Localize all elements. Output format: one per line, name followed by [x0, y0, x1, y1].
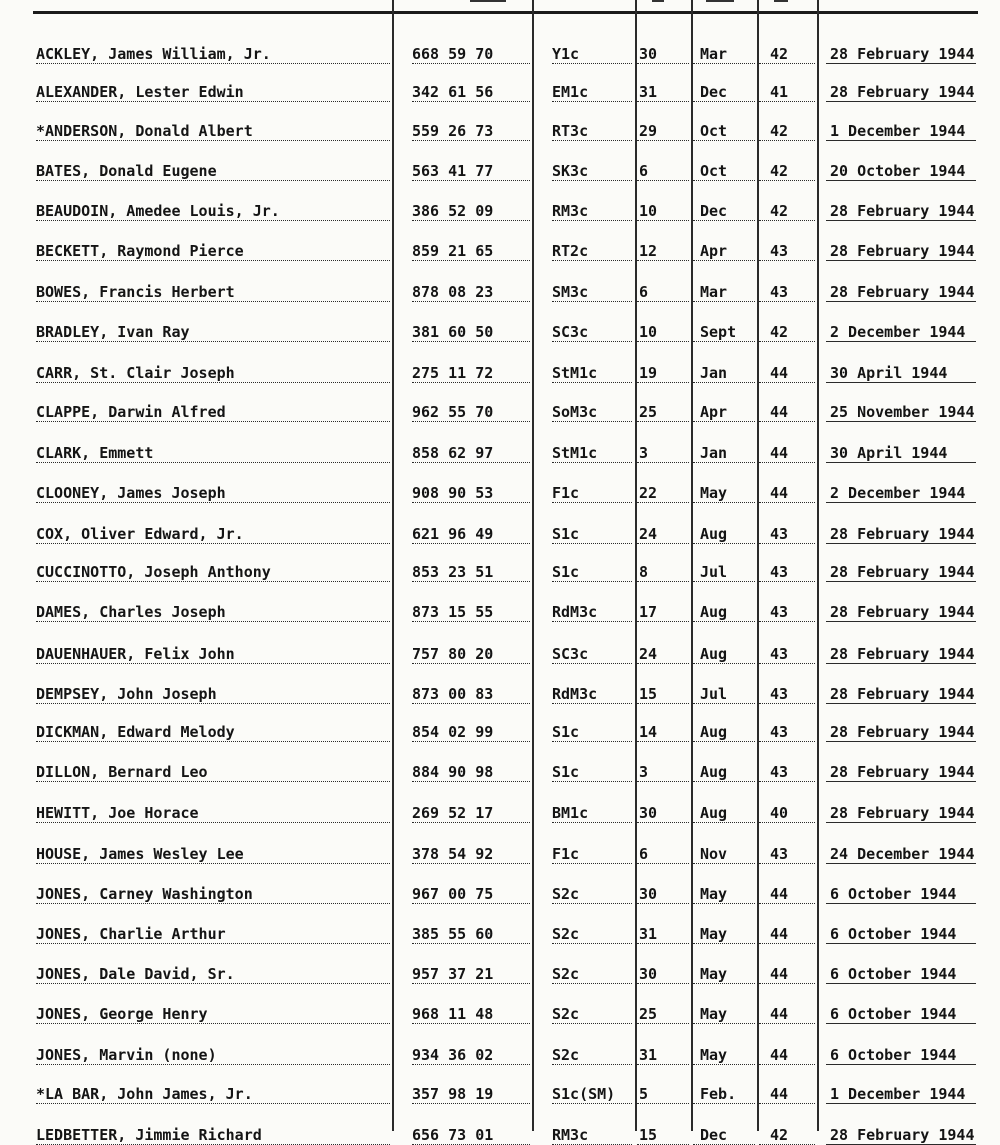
cell-name: CLAPPE, Darwin Alfred	[36, 403, 226, 421]
cell-date: 6 October 1944	[830, 1005, 957, 1023]
table-row	[0, 542, 1000, 582]
cell-name: CLOONEY, James Joseph	[36, 484, 226, 502]
leader-line	[36, 1023, 390, 1024]
cell-year: 43	[770, 645, 789, 663]
leader-line	[36, 421, 390, 422]
cell-rate: F1c	[552, 484, 580, 502]
cell-month: Aug	[700, 723, 728, 741]
cell-day: 31	[639, 83, 658, 101]
table-row	[0, 664, 1000, 704]
cell-date: 28 February 1944	[830, 202, 975, 220]
cell-day: 15	[639, 685, 658, 703]
leader-line	[693, 621, 755, 622]
leader-line	[412, 781, 530, 782]
cell-service-number: 967 00 75	[412, 885, 494, 903]
table-row	[0, 582, 1000, 622]
cell-month: Oct	[700, 122, 728, 140]
cell-service-number: 269 52 17	[412, 804, 494, 822]
cell-rate: SoM3c	[552, 403, 598, 421]
table-row	[0, 944, 1000, 984]
cell-day: 15	[639, 1126, 658, 1144]
leader-line	[412, 621, 530, 622]
cell-date: 28 February 1944	[830, 45, 975, 63]
cell-service-number: 381 60 50	[412, 323, 494, 341]
leader-line	[637, 621, 689, 622]
cell-date: 2 December 1944	[830, 323, 966, 341]
leader-line	[637, 260, 689, 261]
cell-year: 42	[770, 202, 789, 220]
cell-rate: S2c	[552, 965, 580, 983]
cell-rate: StM1c	[552, 444, 598, 462]
cell-year: 43	[770, 685, 789, 703]
cell-month: Feb.	[700, 1085, 737, 1103]
cell-service-number: 656 73 01	[412, 1126, 494, 1144]
cell-name: BOWES, Francis Herbert	[36, 283, 235, 301]
cell-year: 43	[770, 763, 789, 781]
table-row	[0, 1105, 1000, 1145]
leader-line	[637, 781, 689, 782]
cell-service-number: 357 98 19	[412, 1085, 494, 1103]
cell-month: Oct	[700, 162, 728, 180]
cell-year: 43	[770, 563, 789, 581]
cell-day: 25	[639, 1005, 658, 1023]
leader-line	[759, 822, 815, 823]
cell-rate: S1c(SM)	[552, 1085, 616, 1103]
cell-name: BECKETT, Raymond Pierce	[36, 242, 244, 260]
cell-day: 25	[639, 403, 658, 421]
cell-date: 24 December 1944	[830, 845, 975, 863]
leader-line	[759, 341, 815, 342]
leader-line	[412, 421, 530, 422]
leader-line	[36, 822, 390, 823]
cell-month: Aug	[700, 603, 728, 621]
table-row	[0, 624, 1000, 664]
leader-line	[412, 260, 530, 261]
leader-line	[693, 341, 755, 342]
leader-line	[552, 502, 632, 503]
cell-date: 28 February 1944	[830, 525, 975, 543]
table-row	[0, 783, 1000, 823]
leader-line	[826, 502, 976, 503]
cell-date: 30 April 1944	[830, 444, 948, 462]
leader-line	[826, 260, 976, 261]
cell-name: HEWITT, Joe Horace	[36, 804, 199, 822]
cell-date: 25 November 1944	[830, 403, 975, 421]
table-row	[0, 302, 1000, 342]
cell-day: 17	[639, 603, 658, 621]
cell-rate: S1c	[552, 525, 580, 543]
leader-line	[36, 621, 390, 622]
table-row	[0, 984, 1000, 1024]
cell-name: JONES, Marvin (none)	[36, 1046, 217, 1064]
cell-month: Jan	[700, 364, 728, 382]
table-row	[0, 1025, 1000, 1065]
cell-service-number: 957 37 21	[412, 965, 494, 983]
table-row	[0, 824, 1000, 864]
header-fragment	[706, 0, 734, 2]
cell-service-number: 962 55 70	[412, 403, 494, 421]
cell-year: 44	[770, 925, 789, 943]
cell-rate: S1c	[552, 763, 580, 781]
cell-service-number: 559 26 73	[412, 122, 494, 140]
cell-day: 30	[639, 804, 658, 822]
leader-line	[552, 260, 632, 261]
cell-year: 44	[770, 403, 789, 421]
cell-year: 42	[770, 323, 789, 341]
leader-line	[759, 1103, 815, 1104]
table-row	[0, 463, 1000, 503]
leader-line	[552, 621, 632, 622]
cell-service-number: 908 90 53	[412, 484, 494, 502]
cell-rate: SK3c	[552, 162, 589, 180]
cell-date: 1 December 1944	[830, 1085, 966, 1103]
table-row	[0, 504, 1000, 544]
cell-year: 44	[770, 364, 789, 382]
cell-date: 2 December 1944	[830, 484, 966, 502]
cell-year: 44	[770, 1085, 789, 1103]
leader-line	[759, 781, 815, 782]
table-row	[0, 24, 1000, 64]
cell-name: JONES, Dale David, Sr.	[36, 965, 235, 983]
cell-month: May	[700, 484, 728, 502]
table-row	[0, 262, 1000, 302]
cell-rate: RM3c	[552, 202, 589, 220]
cell-name: DICKMAN, Edward Melody	[36, 723, 235, 741]
cell-month: Jan	[700, 444, 728, 462]
cell-year: 43	[770, 525, 789, 543]
leader-line	[759, 1023, 815, 1024]
leader-line	[36, 341, 390, 342]
table-row	[0, 702, 1000, 742]
cell-service-number: 378 54 92	[412, 845, 494, 863]
cell-rate: RT3c	[552, 122, 589, 140]
cell-year: 43	[770, 845, 789, 863]
cell-day: 6	[639, 845, 649, 863]
cell-month: Jul	[700, 685, 728, 703]
leader-line	[826, 781, 976, 782]
leader-line	[552, 341, 632, 342]
cell-year: 43	[770, 242, 789, 260]
cell-month: May	[700, 925, 728, 943]
cell-date: 28 February 1944	[830, 685, 975, 703]
cell-rate: S2c	[552, 1046, 580, 1064]
table-row	[0, 423, 1000, 463]
cell-day: 3	[639, 444, 649, 462]
cell-rate: BM1c	[552, 804, 589, 822]
cell-month: May	[700, 965, 728, 983]
cell-name: COX, Oliver Edward, Jr.	[36, 525, 244, 543]
cell-rate: Y1c	[552, 45, 580, 63]
leader-line	[826, 621, 976, 622]
cell-year: 44	[770, 1046, 789, 1064]
cell-rate: RT2c	[552, 242, 589, 260]
leader-line	[693, 822, 755, 823]
cell-rate: RM3c	[552, 1126, 589, 1144]
cell-name: BATES, Donald Eugene	[36, 162, 217, 180]
cell-day: 19	[639, 364, 658, 382]
cell-year: 42	[770, 1126, 789, 1144]
cell-day: 6	[639, 162, 649, 180]
table-row	[0, 343, 1000, 383]
cell-month: Mar	[700, 45, 728, 63]
cell-month: Apr	[700, 242, 728, 260]
leader-line	[637, 1023, 689, 1024]
cell-month: Aug	[700, 763, 728, 781]
cell-name: ACKLEY, James William, Jr.	[36, 45, 271, 63]
cell-date: 28 February 1944	[830, 283, 975, 301]
leader-line	[412, 1023, 530, 1024]
cell-month: Sept	[700, 323, 737, 341]
table-row	[0, 742, 1000, 782]
cell-date: 28 February 1944	[830, 763, 975, 781]
cell-date: 28 February 1944	[830, 242, 975, 260]
leader-line	[552, 822, 632, 823]
cell-rate: S1c	[552, 723, 580, 741]
cell-rate: RdM3c	[552, 685, 598, 703]
leader-line	[759, 421, 815, 422]
leader-line	[412, 341, 530, 342]
cell-month: Aug	[700, 645, 728, 663]
cell-year: 40	[770, 804, 789, 822]
cell-name: CUCCINOTTO, Joseph Anthony	[36, 563, 271, 581]
cell-service-number: 873 00 83	[412, 685, 494, 703]
cell-date: 6 October 1944	[830, 1046, 957, 1064]
cell-rate: RdM3c	[552, 603, 598, 621]
cell-year: 42	[770, 122, 789, 140]
cell-month: Aug	[700, 804, 728, 822]
cell-month: Dec	[700, 83, 728, 101]
header-fragment	[470, 0, 506, 2]
cell-date: 28 February 1944	[830, 1126, 975, 1144]
cell-day: 30	[639, 885, 658, 903]
cell-day: 30	[639, 45, 658, 63]
leader-line	[552, 1103, 632, 1104]
cell-year: 42	[770, 162, 789, 180]
leader-line	[552, 421, 632, 422]
cell-day: 6	[639, 283, 649, 301]
cell-name: DILLON, Bernard Leo	[36, 763, 208, 781]
cell-day: 5	[639, 1085, 649, 1103]
leader-line	[693, 502, 755, 503]
cell-date: 28 February 1944	[830, 83, 975, 101]
leader-line	[759, 621, 815, 622]
cell-month: Dec	[700, 1126, 728, 1144]
leader-line	[412, 502, 530, 503]
leader-line	[637, 421, 689, 422]
cell-rate: S1c	[552, 563, 580, 581]
cell-date: 28 February 1944	[830, 603, 975, 621]
cell-service-number: 858 62 97	[412, 444, 494, 462]
leader-line	[36, 781, 390, 782]
header-fragment	[652, 0, 664, 2]
cell-rate: SC3c	[552, 323, 589, 341]
cell-date: 30 April 1944	[830, 364, 948, 382]
leader-line	[693, 260, 755, 261]
table-row	[0, 181, 1000, 221]
cell-year: 44	[770, 965, 789, 983]
table-row	[0, 864, 1000, 904]
cell-year: 44	[770, 484, 789, 502]
leader-line	[826, 1023, 976, 1024]
cell-year: 42	[770, 45, 789, 63]
cell-day: 24	[639, 645, 658, 663]
cell-name: BRADLEY, Ivan Ray	[36, 323, 190, 341]
cell-service-number: 878 08 23	[412, 283, 494, 301]
cell-day: 22	[639, 484, 658, 502]
leader-line	[412, 822, 530, 823]
cell-service-number: 757 80 20	[412, 645, 494, 663]
cell-year: 41	[770, 83, 789, 101]
leader-line	[759, 260, 815, 261]
cell-date: 28 February 1944	[830, 563, 975, 581]
cell-service-number: 386 52 09	[412, 202, 494, 220]
cell-service-number: 668 59 70	[412, 45, 494, 63]
cell-year: 43	[770, 283, 789, 301]
leader-line	[826, 1103, 976, 1104]
cell-service-number: 342 61 56	[412, 83, 494, 101]
cell-name: DAUENHAUER, Felix John	[36, 645, 235, 663]
table-row	[0, 382, 1000, 422]
cell-name: DEMPSEY, John Joseph	[36, 685, 217, 703]
cell-service-number: 884 90 98	[412, 763, 494, 781]
cell-day: 14	[639, 723, 658, 741]
cell-name: *LA BAR, John James, Jr.	[36, 1085, 253, 1103]
cell-name: DAMES, Charles Joseph	[36, 603, 226, 621]
cell-service-number: 859 21 65	[412, 242, 494, 260]
cell-day: 10	[639, 202, 658, 220]
leader-line	[693, 1103, 755, 1104]
cell-month: Dec	[700, 202, 728, 220]
leader-line	[693, 781, 755, 782]
cell-day: 31	[639, 1046, 658, 1064]
table-row	[0, 62, 1000, 102]
table-row	[0, 101, 1000, 141]
cell-month: May	[700, 1005, 728, 1023]
cell-name: CLARK, Emmett	[36, 444, 154, 462]
cell-name: LEDBETTER, Jimmie Richard	[36, 1126, 262, 1144]
cell-name: CARR, St. Clair Joseph	[36, 364, 235, 382]
leader-line	[693, 421, 755, 422]
cell-service-number: 621 96 49	[412, 525, 494, 543]
cell-year: 43	[770, 723, 789, 741]
leader-line	[826, 822, 976, 823]
leader-line	[826, 421, 976, 422]
cell-service-number: 873 15 55	[412, 603, 494, 621]
cell-service-number: 385 55 60	[412, 925, 494, 943]
cell-year: 44	[770, 885, 789, 903]
cell-name: JONES, Carney Washington	[36, 885, 253, 903]
cell-day: 30	[639, 965, 658, 983]
cell-day: 31	[639, 925, 658, 943]
cell-rate: SM3c	[552, 283, 589, 301]
table-row	[0, 904, 1000, 944]
cell-service-number: 563 41 77	[412, 162, 494, 180]
cell-day: 3	[639, 763, 649, 781]
cell-name: JONES, Charlie Arthur	[36, 925, 226, 943]
leader-line	[552, 781, 632, 782]
cell-rate: S2c	[552, 1005, 580, 1023]
leader-line	[693, 1023, 755, 1024]
cell-month: Aug	[700, 525, 728, 543]
cell-date: 1 December 1944	[830, 122, 966, 140]
cell-date: 28 February 1944	[830, 804, 975, 822]
cell-service-number: 854 02 99	[412, 723, 494, 741]
cell-month: Apr	[700, 403, 728, 421]
cell-service-number: 934 36 02	[412, 1046, 494, 1064]
cell-year: 43	[770, 603, 789, 621]
leader-line	[552, 1023, 632, 1024]
cell-date: 6 October 1944	[830, 885, 957, 903]
leader-line	[759, 502, 815, 503]
cell-date: 20 October 1944	[830, 162, 966, 180]
leader-line	[36, 502, 390, 503]
cell-month: Mar	[700, 283, 728, 301]
cell-year: 44	[770, 1005, 789, 1023]
cell-date: 6 October 1944	[830, 965, 957, 983]
leader-line	[412, 1103, 530, 1104]
cell-date: 28 February 1944	[830, 645, 975, 663]
cell-name: BEAUDOIN, Amedee Louis, Jr.	[36, 202, 280, 220]
cell-day: 24	[639, 525, 658, 543]
leader-line	[637, 341, 689, 342]
leader-line	[637, 822, 689, 823]
leader-line	[637, 502, 689, 503]
cell-day: 8	[639, 563, 649, 581]
table-row	[0, 1064, 1000, 1104]
cell-rate: StM1c	[552, 364, 598, 382]
cell-service-number: 968 11 48	[412, 1005, 494, 1023]
cell-name: *ANDERSON, Donald Albert	[36, 122, 253, 140]
leader-line	[637, 1103, 689, 1104]
cell-month: Nov	[700, 845, 728, 863]
cell-month: May	[700, 1046, 728, 1064]
cell-month: Jul	[700, 563, 728, 581]
cell-date: 6 October 1944	[830, 925, 957, 943]
cell-day: 10	[639, 323, 658, 341]
cell-rate: S2c	[552, 885, 580, 903]
leader-line	[36, 1103, 390, 1104]
leader-line	[36, 260, 390, 261]
cell-name: JONES, George Henry	[36, 1005, 208, 1023]
top-rule	[33, 11, 978, 14]
cell-month: May	[700, 885, 728, 903]
table-row	[0, 221, 1000, 261]
leader-line	[826, 341, 976, 342]
cell-day: 29	[639, 122, 658, 140]
cell-rate: S2c	[552, 925, 580, 943]
table-row	[0, 141, 1000, 181]
cell-name: ALEXANDER, Lester Edwin	[36, 83, 244, 101]
cell-rate: SC3c	[552, 645, 589, 663]
header-fragment	[774, 0, 788, 2]
cell-year: 44	[770, 444, 789, 462]
cell-date: 28 February 1944	[830, 723, 975, 741]
cell-rate: F1c	[552, 845, 580, 863]
cell-service-number: 853 23 51	[412, 563, 494, 581]
cell-name: HOUSE, James Wesley Lee	[36, 845, 244, 863]
cell-service-number: 275 11 72	[412, 364, 494, 382]
cell-rate: EM1c	[552, 83, 589, 101]
cell-day: 12	[639, 242, 658, 260]
